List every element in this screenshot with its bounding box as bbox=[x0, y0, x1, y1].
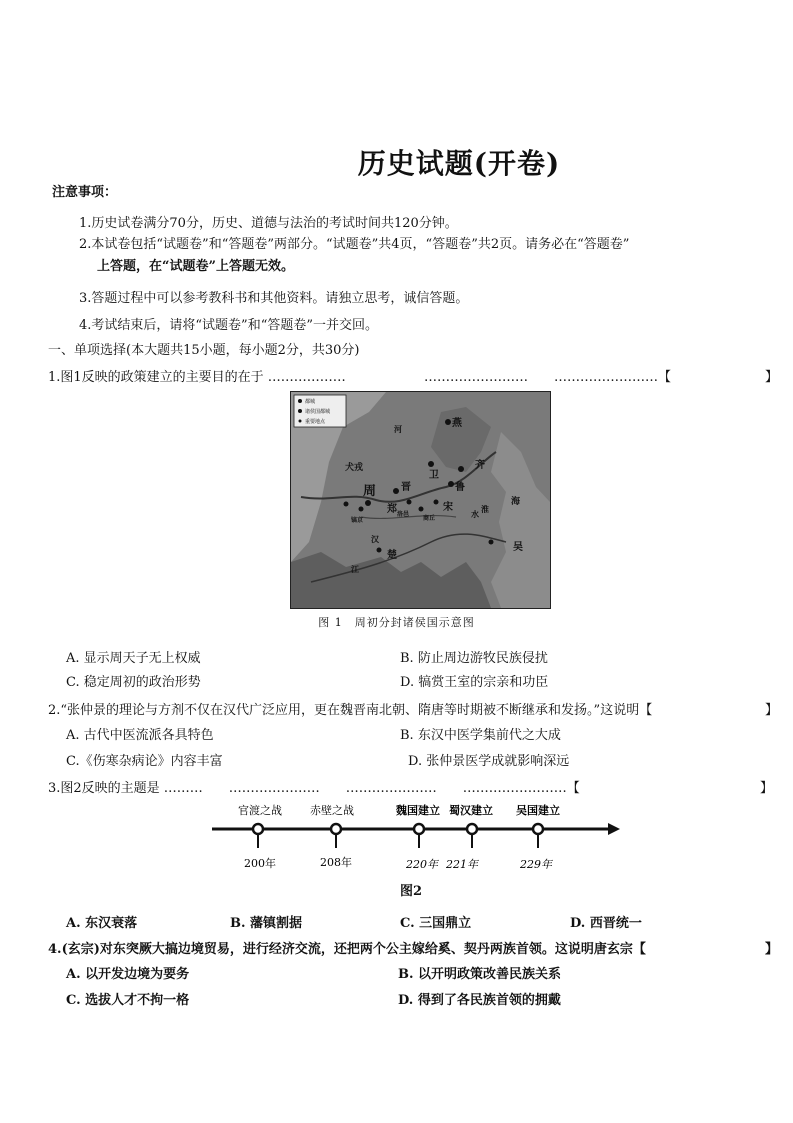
note-item-4: 4.考试结束后，请将“试题卷”和“答题卷”一并交回。 bbox=[79, 318, 378, 333]
event-chibi: 赤壁之战 bbox=[310, 804, 354, 817]
question-4-option-d[interactable]: D. 得到了各民族首领的拥戴 bbox=[398, 993, 561, 1008]
question-4-option-b[interactable]: B. 以开明政策改善民族关系 bbox=[398, 967, 562, 982]
map-legend-1: 诸侯国都城 bbox=[305, 409, 331, 415]
year-229: 229年 bbox=[520, 858, 552, 871]
figure-2-timeline bbox=[200, 800, 630, 880]
question-4-bracket-close: 】 bbox=[765, 942, 779, 957]
map-legend-2: 重要地点 bbox=[305, 419, 326, 425]
map-label-haojing: 镐京 bbox=[351, 517, 364, 524]
question-2-option-a[interactable]: A. 古代中医流派各具特色 bbox=[66, 728, 214, 743]
figure-2-caption: 图2 bbox=[400, 884, 423, 899]
figure-1-map bbox=[290, 391, 551, 609]
note-item-2: 2.本试卷包括“试题卷”和“答题卷”两部分。“试题卷”共4页，“答题卷”共2页。请务必在“答题卷” bbox=[79, 237, 630, 252]
question-1-option-b[interactable]: B. 防止周边游牧民族侵扰 bbox=[400, 651, 548, 666]
map-label-he: 河 bbox=[394, 425, 402, 434]
event-shuhan: 蜀汉建立 bbox=[449, 804, 493, 817]
question-2-option-d[interactable]: D. 张仲景医学成就影响深远 bbox=[408, 754, 570, 769]
year-220: 220年 bbox=[406, 858, 438, 871]
map-label-zheng: 郑 bbox=[387, 504, 397, 515]
map-label-jin: 晋 bbox=[401, 482, 411, 493]
question-2-option-c[interactable]: C.《伤寒杂病论》内容丰富 bbox=[66, 754, 223, 769]
question-1-option-c[interactable]: C. 稳定周初的政治形势 bbox=[66, 675, 201, 690]
map-label-quanrong: 犬戎 bbox=[345, 463, 364, 473]
question-3-stem: 3.图2反映的主题是 ……… ………………… ………………… ……………………【 bbox=[48, 781, 580, 796]
year-208: 208年 bbox=[320, 856, 352, 869]
map-label-zhou: 周 bbox=[363, 484, 377, 499]
figure-1-caption: 图 1 周初分封诸侯国示意图 bbox=[318, 616, 475, 629]
question-3-bracket-close: 】 bbox=[760, 781, 774, 796]
question-2-stem: 2.“张仲景的理论与方剂不仅在汉代广泛应用，更在魏晋南北朝、隋唐等时期被不断继承和发扬。”这说明【 bbox=[48, 703, 653, 718]
section-heading: 一、单项选择(本大题共15小题，每小题2分，共30分) bbox=[48, 343, 360, 358]
event-wu: 吴国建立 bbox=[516, 804, 560, 817]
map-label-luoyi: 洛邑 bbox=[397, 511, 410, 518]
question-1-dots: …………………… ……………………【 bbox=[424, 370, 672, 385]
note-item-3: 3.答题过程中可以参考教科书和其他资料。请独立思考，诚信答题。 bbox=[79, 291, 469, 306]
map-label-shui: 水 bbox=[471, 510, 479, 519]
question-1-option-a[interactable]: A. 显示周天子无上权威 bbox=[66, 651, 201, 666]
map-label-qi: 齐 bbox=[475, 460, 485, 471]
question-2-option-b[interactable]: B. 东汉中医学集前代之大成 bbox=[400, 728, 561, 743]
question-2-bracket-close: 】 bbox=[765, 703, 779, 718]
page-title: 历史试题(开卷) bbox=[357, 147, 561, 180]
map-label-song: 宋 bbox=[443, 502, 453, 513]
map-label-yan: 燕 bbox=[452, 418, 462, 429]
map-label-han: 汉 bbox=[371, 535, 379, 544]
map-label-lu: 鲁 bbox=[455, 482, 465, 493]
note-item-1: 1.历史试卷满分70分，历史、道德与法治的考试时间共120分钟。 bbox=[79, 216, 458, 231]
map-label-chu: 楚 bbox=[387, 550, 397, 561]
question-3-option-b[interactable]: B. 藩镇割据 bbox=[230, 916, 303, 931]
event-guandu: 官渡之战 bbox=[238, 804, 282, 817]
map-label-jiang: 江 bbox=[351, 565, 359, 574]
question-4-option-a[interactable]: A. 以开发边境为要务 bbox=[66, 967, 190, 982]
timeline-svg bbox=[200, 800, 630, 880]
map-label-shangqiu: 商丘 bbox=[423, 515, 436, 522]
year-200: 200年 bbox=[244, 857, 276, 870]
question-4-option-c[interactable]: C. 选拔人才不拘一格 bbox=[66, 993, 190, 1008]
event-wei: 魏国建立 bbox=[396, 804, 440, 817]
year-221: 221年 bbox=[446, 858, 478, 871]
question-1-option-d[interactable]: D. 犒赏王室的宗亲和功臣 bbox=[400, 675, 549, 690]
map-label-hai: 海 bbox=[511, 497, 521, 507]
map-label-huai: 淮 bbox=[481, 505, 489, 514]
note-item-2-cont: 上答题，在“试题卷”上答题无效。 bbox=[97, 259, 294, 274]
question-1-stem: 1.图1反映的政策建立的主要目的在于 ……………… bbox=[48, 370, 346, 385]
map-svg bbox=[291, 392, 550, 608]
notes-heading: 注意事项： bbox=[52, 185, 118, 200]
question-3-option-d[interactable]: D. 西晋统一 bbox=[570, 916, 642, 931]
question-1-bracket-close: 】 bbox=[765, 370, 779, 385]
map-label-wu: 吴 bbox=[513, 542, 523, 553]
question-4-stem: 4.(玄宗)对东突厥大搞边境贸易，进行经济交流，还把两个公主嫁给奚、契丹两族首领。这说明唐玄宗【 bbox=[48, 942, 646, 957]
question-3-option-c[interactable]: C. 三国鼎立 bbox=[400, 916, 472, 931]
map-legend-0: 都城 bbox=[305, 399, 316, 405]
map-label-wei: 卫 bbox=[429, 470, 439, 481]
question-3-option-a[interactable]: A. 东汉衰落 bbox=[66, 916, 138, 931]
